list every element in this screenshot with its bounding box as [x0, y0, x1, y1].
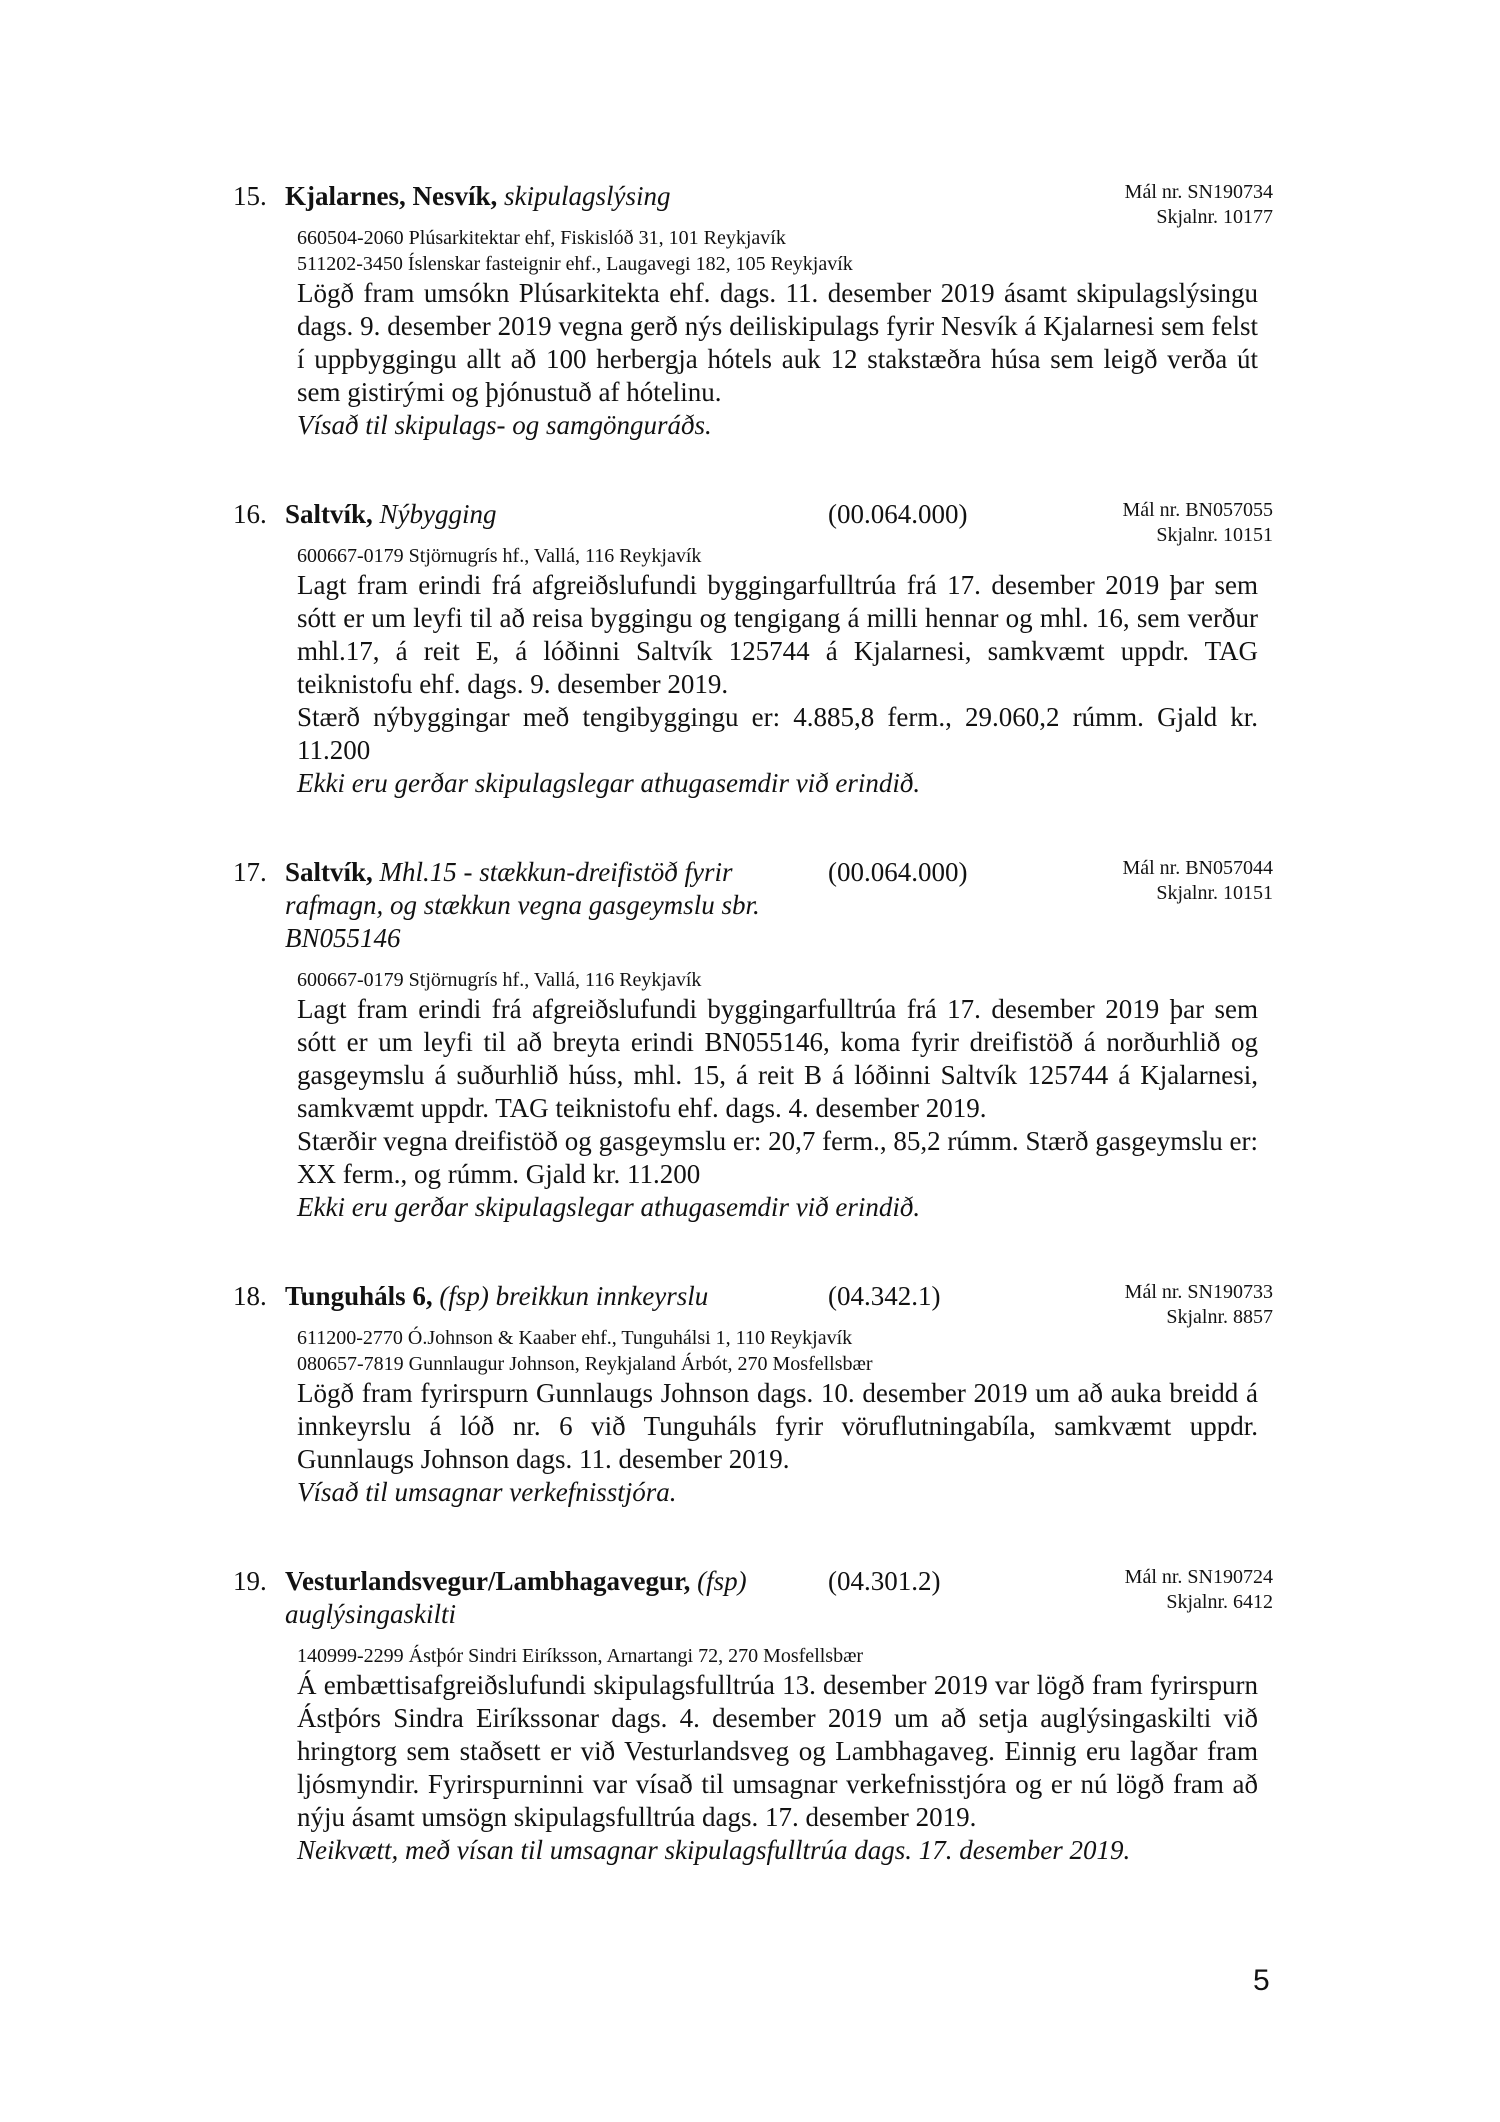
applicant-addresses: [297, 967, 1258, 993]
item-title: [285, 498, 813, 531]
item-title-italic: (fsp) breikkun innkeyrslu: [439, 1281, 709, 1311]
agenda-item: [0, 180, 1500, 442]
body-paragraph: Stærð nýbyggingar með tengibyggingu er: 4.885,8 ferm., 29.060,2 rúmm. Gjald kr. 11.200: [297, 702, 1258, 765]
item-number: 19.: [233, 1566, 267, 1596]
item-title: [285, 856, 813, 955]
conclusion-text: Vísað til skipulags- og samgönguráðs.: [297, 410, 712, 440]
item-title: [285, 180, 813, 213]
item-main: [285, 180, 1258, 442]
agenda-item: [0, 498, 1500, 800]
body-paragraph: Lagt fram erindi frá afgreiðslufundi byggingarfulltrúa frá 17. desember 2019 þar sem sótt er um leyfi til að reisa byggingu og tengigang á milli hennar og mhl. 16, sem verður mhl.17, á reit E, á lóðinni Saltvík 125744 á Kjalarnesi, samkvæmt uppdr. TAG teiknistofu ehf. dags. 9. desember 2019.: [297, 570, 1258, 699]
case-number: (00.064.000): [828, 857, 968, 887]
case-number: (04.301.2): [828, 1566, 941, 1596]
mal-nr-label: Mál nr. SN190733: [1124, 1281, 1273, 1303]
item-number: 18.: [233, 1281, 267, 1311]
mal-nr-label: Mál nr. SN190724: [1124, 1566, 1273, 1588]
item-title-bold: Kjalarnes, Nesvík,: [285, 181, 498, 211]
item-title-bold: Vesturlandsvegur/Lambhagavegur,: [285, 1566, 691, 1596]
title-row: [285, 180, 1258, 213]
item-title-bold: Saltvík,: [285, 499, 373, 529]
title-row: [285, 1565, 1258, 1631]
item-number: 16.: [233, 499, 267, 529]
title-row: [285, 1280, 1258, 1313]
body-paragraph: Lögð fram fyrirspurn Gunnlaugs Johnson dags. 10. desember 2019 um að auka breidd á innkeyrslu á lóð nr. 6 við Tunguháls fyrir vöruflutningabíla, samkvæmt uppdr. Gunnlaugs Johnson dags. 11. desember 2019.: [297, 1378, 1258, 1474]
agenda-item: [0, 1565, 1500, 1867]
mal-nr-label: Mál nr. BN057055: [1122, 499, 1273, 521]
body-paragraph: Á embættisafgreiðslufundi skipulagsfulltrúa 13. desember 2019 var lögð fram fyrirspurn Ástþórs Sindra Eiríkssonar dags. 4. desember 2019 um að setja auglýsingaskilti við hringtorg sem staðsett er við Vesturlandsveg og Lambhagaveg. Einnig eru lagðar fram ljósmyndir. Fyrirspurninni var vísað til umsagnar verkefnisstjóra og er nú lögð fram að nýju ásamt umsögn skipulagsfulltrúa dags. 17. desember 2019.: [297, 1670, 1258, 1832]
item-number: 17.: [233, 857, 267, 887]
address-line: 511202-3450 Íslenskar fasteignir ehf., Laugavegi 182, 105 Reykjavík: [297, 253, 853, 275]
item-title-italic: Nýbygging: [379, 499, 497, 529]
item-title-italic: skipulagslýsing: [504, 181, 671, 211]
applicant-addresses: [297, 543, 1258, 569]
skjalnr-label: Skjalnr. 6412: [1166, 1591, 1273, 1613]
skjalnr-label: Skjalnr. 10151: [1156, 882, 1273, 904]
skjalnr-label: Skjalnr. 8857: [1166, 1306, 1273, 1328]
item-title-bold: Tunguháls 6,: [285, 1281, 433, 1311]
address-line: 611200-2770 Ó.Johnson & Kaaber ehf., Tunguhálsi 1, 110 Reykjavík: [297, 1327, 853, 1349]
item-number: 15.: [233, 181, 267, 211]
item-title-italic: (fsp) auglýsingaskilti: [285, 1566, 747, 1629]
applicant-addresses: [297, 225, 1258, 277]
item-title: [285, 1565, 813, 1631]
item-main: [285, 1280, 1258, 1509]
address-line: 140999-2299 Ástþór Sindri Eiríksson, Arnartangi 72, 270 Mosfellsbær: [297, 1645, 864, 1667]
address-line: 600667-0179 Stjörnugrís hf., Vallá, 116 Reykjavík: [297, 545, 702, 567]
title-row: [285, 498, 1258, 531]
item-title-bold: Saltvík,: [285, 857, 373, 887]
item-main: [285, 1565, 1258, 1867]
item-main: [285, 498, 1258, 800]
address-line: 600667-0179 Stjörnugrís hf., Vallá, 116 Reykjavík: [297, 969, 702, 991]
conclusion-text: Ekki eru gerðar skipulagslegar athugasemdir við erindið.: [297, 768, 921, 798]
address-line: 660504-2060 Plúsarkitektar ehf, Fiskislóð 31, 101 Reykjavík: [297, 227, 786, 249]
skjalnr-label: Skjalnr. 10177: [1156, 206, 1273, 228]
agenda-item: [0, 1280, 1500, 1509]
mal-nr-label: Mál nr. SN190734: [1124, 181, 1273, 203]
conclusion-text: Ekki eru gerðar skipulagslegar athugasemdir við erindið.: [297, 1192, 921, 1222]
conclusion-text: Neikvætt, með vísan til umsagnar skipulagsfulltrúa dags. 17. desember 2019.: [297, 1835, 1131, 1865]
title-row: [285, 856, 1258, 955]
conclusion-text: Vísað til umsagnar verkefnisstjóra.: [297, 1477, 677, 1507]
body-paragraph: Lögð fram umsókn Plúsarkitekta ehf. dags. 11. desember 2019 ásamt skipulagslýsingu dags. 9. desember 2019 vegna gerð nýs deiliskipulags fyrir Nesvík á Kjalarnesi sem felst í uppbyggingu allt að 100 herbergja hótels auk 12 stakstæðra húsa sem leigð verða út sem gistirými og þjónustuð af hótelinu.: [297, 278, 1258, 407]
applicant-addresses: [297, 1643, 1258, 1669]
item-main: [285, 856, 1258, 1224]
body-paragraph: Stærðir vegna dreifistöð og gasgeymslu er: 20,7 ferm., 85,2 rúmm. Stærð gasgeymslu er: XX ferm., og rúmm. Gjald kr. 11.200: [297, 1126, 1258, 1189]
case-number: (00.064.000): [828, 499, 968, 529]
address-line: 080657-7819 Gunnlaugur Johnson, Reykjaland Árbót, 270 Mosfellsbær: [297, 1353, 873, 1375]
item-title: [285, 1280, 813, 1313]
agenda-item: [0, 856, 1500, 1224]
case-number: (04.342.1): [828, 1281, 941, 1311]
skjalnr-label: Skjalnr. 10151: [1156, 524, 1273, 546]
page-number: 5: [1253, 1964, 1270, 1997]
item-title-italic: Mhl.15 - stækkun-dreifistöð fyrir rafmagn, og stækkun vegna gasgeymslu sbr. BN055146: [285, 857, 760, 953]
body-paragraph: Lagt fram erindi frá afgreiðslufundi byggingarfulltrúa frá 17. desember 2019 þar sem sótt er um leyfi til að breyta erindi BN055146, koma fyrir dreifistöð á norðurhlið og gasgeymslu á suðurhlið húss, mhl. 15, á reit B á lóðinni Saltvík 125744 á Kjalarnesi, samkvæmt uppdr. TAG teiknistofu ehf. dags. 4. desember 2019.: [297, 994, 1258, 1123]
mal-nr-label: Mál nr. BN057044: [1122, 857, 1273, 879]
applicant-addresses: [297, 1325, 1258, 1377]
